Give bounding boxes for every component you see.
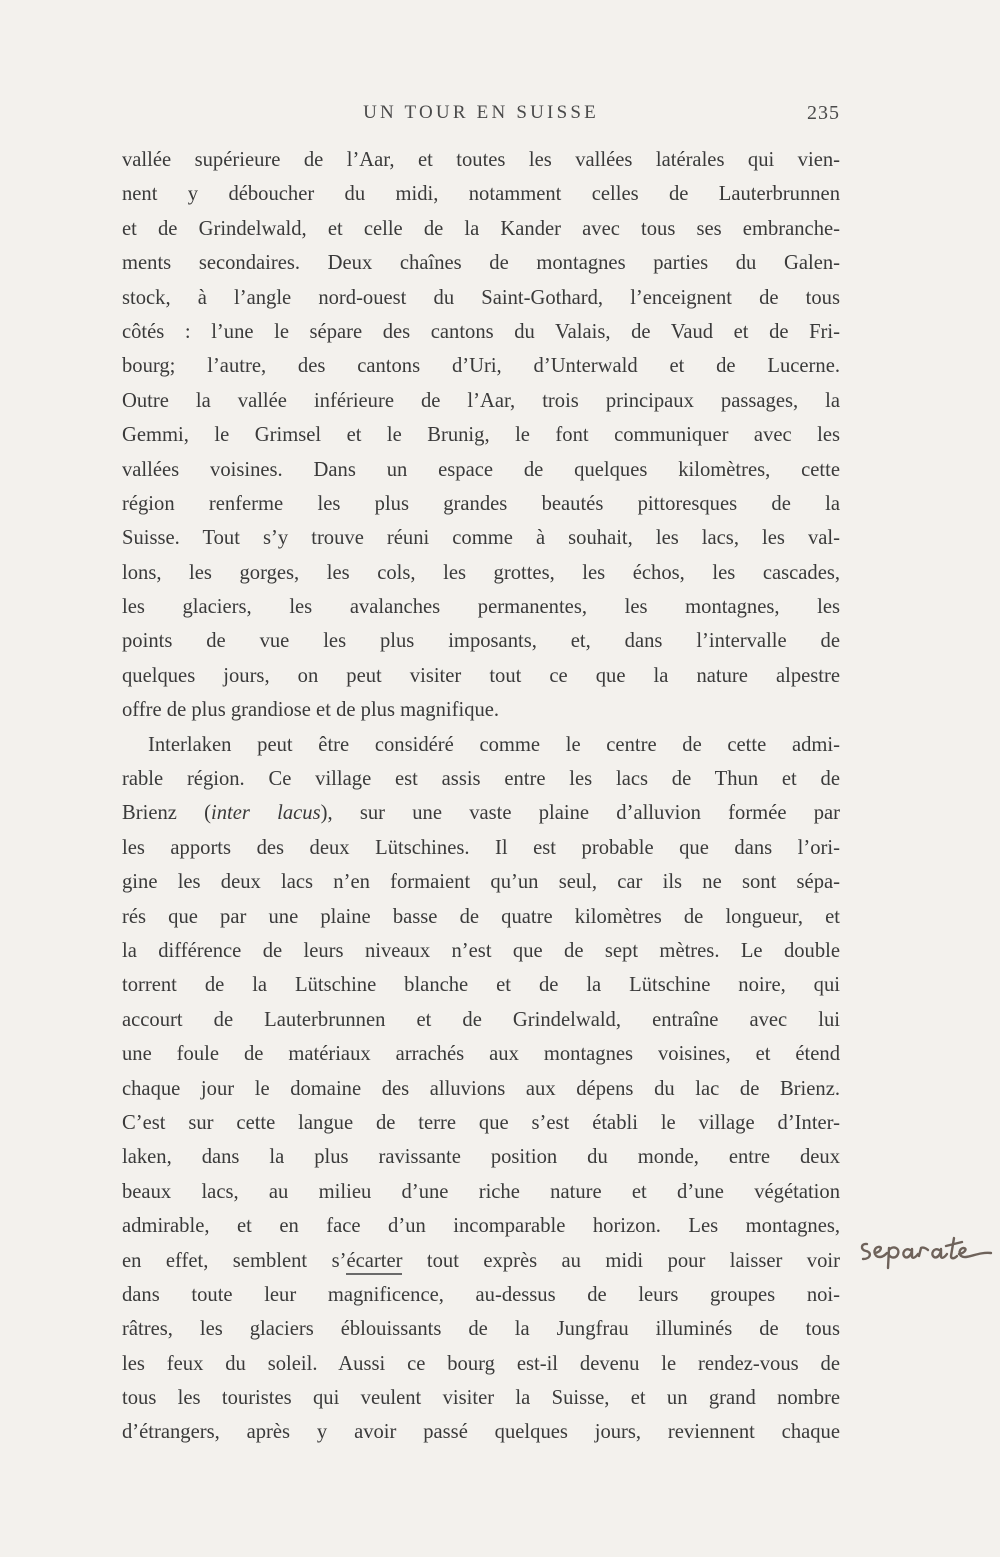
handwritten-margin-note <box>855 1226 995 1276</box>
text-line: vallée supérieure de l’Aar, et toutes les vallées latérales qui vien- <box>122 149 840 171</box>
text-fragment: ), sur une vaste plaine d’alluvion formée par <box>320 802 840 825</box>
running-title: UN TOUR EN SUISSE <box>363 102 599 123</box>
text-line: Gemmi, le Grimsel et le Brunig, le font communiquer avec les <box>122 424 840 447</box>
text-line: d’étrangers, après y avoir passé quelques jours, reviennent chaque <box>122 1421 840 1444</box>
text-line: la différence de leurs niveaux n’est que de sept mètres. Le double <box>122 939 840 962</box>
text-line: et de Grindelwald, et celle de la Kander avec tous ses embranche- <box>122 217 840 240</box>
text-line: les apports des deux Lütschines. Il est probable que dans l’ori- <box>122 836 840 859</box>
text-line-ecarter <box>122 1244 840 1278</box>
text-line: vallées voisines. Dans un espace de quelques kilomètres, cette <box>122 458 840 481</box>
text-line: chaque jour le domaine des alluvions aux dépens du lac de Brienz. <box>122 1077 840 1100</box>
text-line: tous les touristes qui veulent visiter la Suisse, et un grand nombre <box>122 1387 840 1410</box>
text-line: points de vue les plus imposants, et, dans l’intervalle de <box>122 630 840 653</box>
text-line: admirable, et en face d’un incomparable horizon. Les montagnes, <box>122 1215 840 1238</box>
text-line: stock, à l’angle nord-ouest du Saint-Gothard, l’enceignent de tous <box>122 286 840 309</box>
text-line: une foule de matériaux arrachés aux montagnes voisines, et étend <box>122 1043 840 1066</box>
text-line: les feux du soleil. Aussi ce bourg est-il devenu le rendez-vous de <box>122 1352 840 1375</box>
text-fragment: en effet, semblent s’ <box>122 1249 347 1272</box>
text-line: laken, dans la plus ravissante position du monde, entre deux <box>122 1146 840 1169</box>
page-number: 235 <box>807 102 840 124</box>
text-line: Outre la vallée inférieure de l’Aar, trois principaux passages, la <box>122 389 840 412</box>
text-line: Interlaken peut être considéré comme le centre de cette admi- <box>148 733 840 756</box>
text-line: C’est sur cette langue de terre que s’est établi le village d’Inter- <box>122 1111 840 1134</box>
text-line: ments secondaires. Deux chaînes de montagnes parties du Galen- <box>122 252 840 275</box>
text-line: région renferme les plus grandes beautés pittoresques de la <box>122 492 840 515</box>
italic-latin-phrase: inter lacus <box>210 802 321 825</box>
underlined-word: écarter <box>346 1250 402 1275</box>
text-line: gine les deux lacs n’en formaient qu’un seul, car ils ne sont sépa- <box>122 871 840 894</box>
text-line: bourg; l’autre, des cantons d’Uri, d’Unterwald et de Lucerne. <box>122 355 840 378</box>
text-line: beaux lacs, au milieu d’une riche nature et d’une végétation <box>122 1180 840 1203</box>
text-line: lons, les gorges, les cols, les grottes, les échos, les cascades, <box>122 561 840 584</box>
text-line: accourt de Lauterbrunnen et de Grindelwald, entraîne avec lui <box>122 1008 840 1031</box>
text-line: quelques jours, on peut visiter tout ce que la nature alpestre <box>122 664 840 687</box>
text-line: râtres, les glaciers éblouissants de la Jungfrau illuminés de tous <box>122 1318 840 1341</box>
text-line: rable région. Ce village est assis entre les lacs de Thun et de <box>122 768 840 791</box>
text-line-brienz <box>122 796 840 830</box>
text-line: torrent de la Lütschine blanche et de la Lütschine noire, qui <box>122 974 840 997</box>
text-fragment: tout exprès au midi pour laisser voir <box>402 1249 840 1272</box>
text-line: dans toute leur magnificence, au-dessus de leurs groupes noi- <box>122 1283 840 1306</box>
handwriting-separate-drawing <box>855 1226 995 1276</box>
text-line: les glaciers, les avalanches permanentes, les montagnes, les <box>122 596 840 619</box>
body-text <box>122 143 840 1450</box>
page-header <box>122 98 840 128</box>
text-line: Suisse. Tout s’y trouve réuni comme à souhait, les lacs, les val- <box>122 527 840 550</box>
text-fragment: Brienz ( <box>122 802 211 825</box>
text-line: rés que par une plaine basse de quatre kilomètres de longueur, et <box>122 905 840 928</box>
text-line: nent y déboucher du midi, notamment celles de Lauterbrunnen <box>122 183 840 206</box>
text-line: offre de plus grandiose et de plus magnifique. <box>122 699 500 722</box>
text-line: côtés : l’une le sépare des cantons du Valais, de Vaud et de Fri- <box>122 320 840 343</box>
